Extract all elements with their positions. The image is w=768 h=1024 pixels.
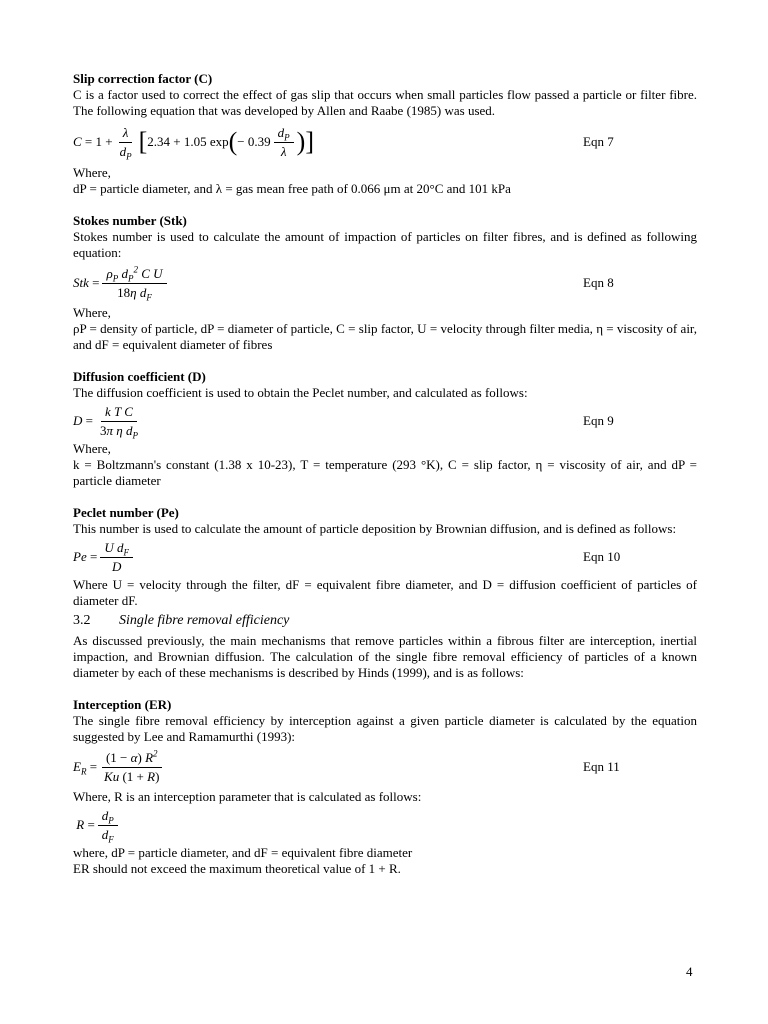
stokes-heading: Stokes number (Stk)	[73, 213, 187, 228]
equation-8: Stk = $\frac{\rho_P d_P^2 C U}{18\eta d_F}$ Eqn 8	[73, 264, 614, 303]
slip-heading: Slip correction factor (C)	[73, 71, 213, 86]
page-content	[73, 71, 697, 877]
equation-10: Pe = $\frac{U d_F}{D}$ Eqn 10	[73, 539, 621, 574]
section-number: 3.2	[73, 613, 91, 628]
eqn-10-label: Eqn 10	[583, 549, 621, 564]
stokes-definitions: ρP = density of particle, dP = diameter of particle, C = slip factor, U = velocity through filter media, η = viscosity of air, and dF = equivalent diameter of fibres	[73, 321, 697, 352]
interception-note: ER should not exceed the maximum theoretical value of 1 + R.	[73, 861, 401, 876]
page-number: 4	[686, 964, 693, 979]
equation-r: R = $\frac{d_P}{d_F}$	[73, 805, 697, 845]
stokes-paragraph: Stokes number is used to calculate the amount of impaction of particles on filter fibres, and is defined as following equation:	[73, 229, 697, 260]
section-paragraph: As discussed previously, the main mechanisms that remove particles within a fibrous filter are interception, inertial impaction, and Brownian diffusion. The calculation of the single fibre removal efficiency of particles of a known diameter by each of these mechanisms is described by Hinds (1999), and is as follows:	[73, 633, 697, 680]
eqn-8-label: Eqn 8	[583, 275, 614, 290]
equation-11: $E_R$ = $\frac{(1 - \alpha) R^2}{Ku (1 + R)}$ Eqn 11	[73, 748, 620, 784]
eqn-9-label: Eqn 9	[583, 413, 614, 428]
eqn-7-label: Eqn 7	[583, 134, 614, 149]
stokes-where: Where,	[73, 305, 111, 320]
diffusion-definitions: k = Boltzmann's constant (1.38 x 10-23), T = temperature (293 °K), C = slip factor, η = viscosity of air, and dP = particle diameter	[73, 457, 697, 488]
peclet-paragraph: This number is used to calculate the amount of particle deposition by Brownian diffusion, and is defined as follows:	[73, 521, 677, 536]
eqn-11-label: Eqn 11	[583, 759, 620, 774]
slip-definitions: dP = particle diameter, and λ = gas mean free path of 0.066 μm at 20°C and 101 kPa	[73, 181, 511, 196]
slip-paragraph: C is a factor used to correct the effect of gas slip that occurs when small particles flow passed a particle or filter fibre. The following equation that was developed by Allen and Raabe (1985) was used.	[73, 87, 697, 118]
equation-7: C = 1 + $\frac{\lambda}{d_P}$ [ 2.34 + 1.05 exp ( − 0.39 $\frac{d_P}{\lambda}$ ) ] Eqn 7	[73, 124, 614, 162]
diffusion-heading: Diffusion coefficient (D)	[73, 369, 206, 384]
equation-9: D = $\frac{\text{k T C}}{3\pi \eta d_P}$ Eqn 9	[73, 403, 614, 441]
interception-heading: Interception (ER)	[73, 697, 172, 712]
slip-where: Where,	[73, 165, 111, 180]
diffusion-paragraph: The diffusion coefficient is used to obtain the Peclet number, and calculated as follows:	[73, 385, 528, 400]
interception-definitions: where, dP = particle diameter, and dF = equivalent fibre diameter	[73, 845, 413, 860]
peclet-heading: Peclet number (Pe)	[73, 505, 179, 520]
section-heading	[73, 613, 697, 629]
section-title: Single fibre removal efficiency	[119, 613, 290, 628]
interception-where: Where, R is an interception parameter that is calculated as follows:	[73, 789, 422, 804]
diffusion-where: Where,	[73, 441, 111, 456]
interception-paragraph: The single fibre removal efficiency by interception against a given particle diameter is calculated by the equation suggested by Lee and Ramamurthi (1993):	[73, 713, 697, 744]
peclet-definitions: Where U = velocity through the filter, dF = equivalent fibre diameter, and D = diffusion coefficient of particles of diameter dF.	[73, 577, 697, 608]
